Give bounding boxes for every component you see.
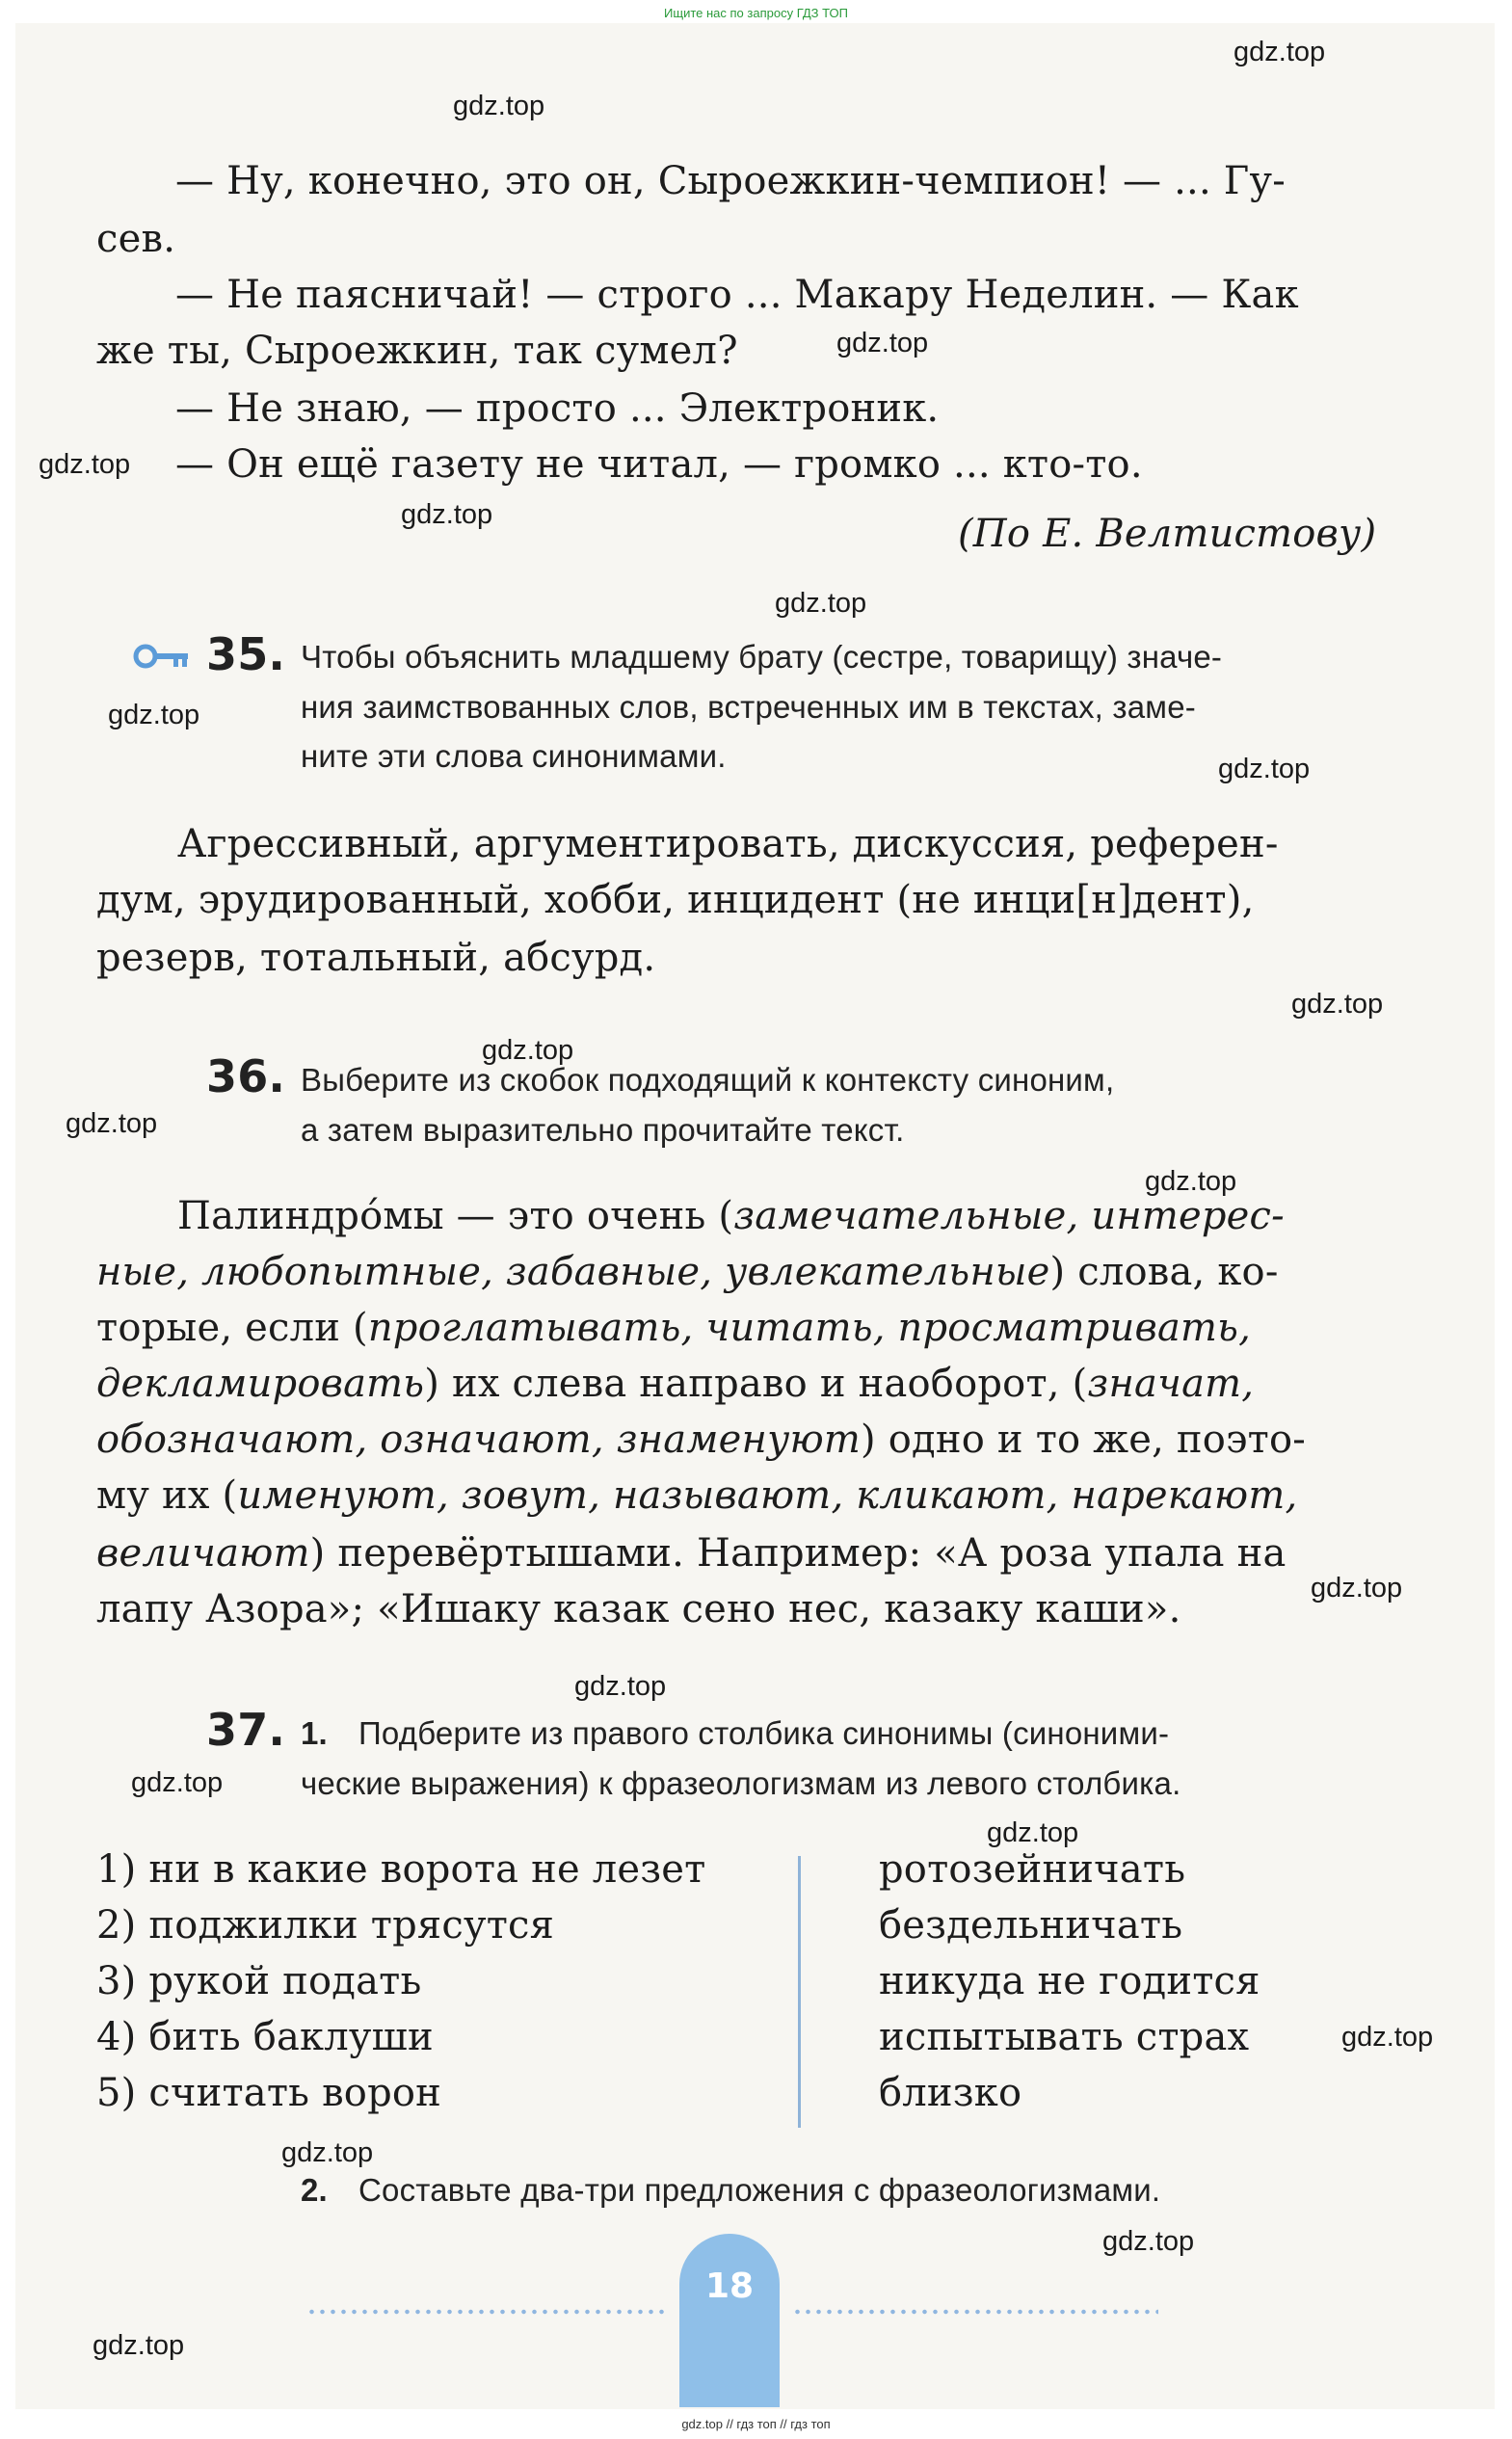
watermark: gdz.top [453,91,545,121]
exercise-36-text-line: обозначают, означают, знаменуют) одно и то же, поэто- [96,1418,1307,1462]
exercise-35-instruction: ния заимствованных слов, встреченных им в текстах, заме- [301,689,1196,725]
footer-dots-right [792,2309,1158,2315]
dialogue-line: сев. [96,217,176,261]
synonym-item: ротозейничать [879,1847,1186,1892]
watermark: gdz.top [401,499,493,530]
page-number: 18 [704,2267,755,2306]
watermark: gdz.top [987,1817,1079,1848]
phraseologism-item: 1) ни в какие ворота не лезет [96,1847,706,1892]
watermark: gdz.top [66,1108,158,1139]
watermark: gdz.top [1145,1166,1237,1197]
watermark: gdz.top [1311,1573,1403,1604]
watermark: gdz.top [482,1035,574,1066]
exercise-36-text-line: величают) перевёртышами. Например: «А роза упала на [96,1531,1287,1576]
watermark: gdz.top [1341,2022,1434,2053]
dialogue-line: — Ну, конечно, это он, Сыроежкин-чемпион! — ... Гу- [175,159,1286,203]
source-attribution: (По Е. Велтистову) [958,512,1377,556]
phraseologism-item: 2) поджилки трясутся [96,1903,555,1948]
synonym-item: никуда не годится [879,1959,1260,2003]
phraseologism-item: 5) считать ворон [96,2071,442,2115]
exercise-36-text-line: лапу Азора»; «Ишаку казак сено нес, казаку каши». [96,1587,1181,1631]
footer-dots-left [306,2309,667,2315]
exercise-35-words: резерв, тотальный, абсурд. [96,936,656,980]
page-number-tab [679,2234,780,2407]
exercise-35-instruction: ните эти слова синонимами. [301,738,727,774]
exercise-37-task-2: Составьте два-три предложения с фразеологизмами. [358,2172,1161,2208]
task-number-2: 2. [301,2172,328,2208]
exercise-number-35: 35. [206,628,286,680]
exercise-number-36: 36. [206,1050,286,1102]
watermark: gdz.top [93,2330,185,2361]
synonym-item: близко [879,2071,1022,2115]
watermark: gdz.top [131,1767,224,1798]
exercise-36-text-line: торые, если (проглатывать, читать, просматривать, [96,1306,1252,1350]
watermark: gdz.top [39,449,131,480]
watermark: gdz.top [281,2137,374,2168]
phraseologism-item: 4) бить баклуши [96,2015,434,2059]
watermark: gdz.top [775,588,867,619]
bottom-banner: gdz.top // гдз топ // гдз топ [681,2417,831,2431]
exercise-36-text-line: ные, любопытные, забавные, увлекательные) слова, ко- [96,1250,1279,1294]
exercise-36-text-line: декламировать) их слева направо и наоборот, (значат, [96,1362,1255,1406]
exercise-36-instruction: а затем выразительно прочитайте текст. [301,1112,905,1148]
dialogue-line: — Не знаю, — просто ... Электроник. [175,386,940,431]
synonym-item: испытывать страх [879,2015,1250,2059]
watermark: gdz.top [836,328,929,358]
synonym-item: бездельничать [879,1903,1183,1948]
watermark: gdz.top [1102,2226,1195,2257]
watermark: gdz.top [108,700,200,730]
phraseologism-item: 3) рукой подать [96,1959,422,2003]
exercise-number-37: 37. [206,1704,286,1756]
exercise-35-words: дум, эрудированный, хобби, инцидент (не инци[н]дент), [96,878,1255,922]
column-divider [798,1856,801,2128]
watermark: gdz.top [1218,754,1311,784]
watermark: gdz.top [574,1671,667,1702]
exercise-35-instruction: Чтобы объяснить младшему брату (сестре, товарищу) значе- [301,639,1223,675]
task-number-1: 1. [301,1715,328,1751]
exercise-37-instruction: Подберите из правого столбика синонимы (синоними- [358,1715,1170,1751]
dialogue-line: — Он ещё газету не читал, — громко ... кто-то. [175,442,1143,487]
key-icon [131,640,191,673]
dialogue-line: — Не паясничай! — строго ... Макару Неделин. — Как [175,273,1299,317]
exercise-35-words: Агрессивный, аргументировать, дискуссия, референ- [177,822,1279,866]
watermark: gdz.top [1291,989,1384,1020]
top-banner: Ищите нас по запросу ГДЗ ТОП [664,6,848,20]
dialogue-line: же ты, Сыроежкин, так сумел? [96,329,738,373]
watermark: gdz.top [1233,37,1326,67]
exercise-36-instruction: Выберите из скобок подходящий к контексту синоним, [301,1062,1115,1098]
exercise-36-text-line: му их (именуют, зовут, называют, кликают, нарекают, [96,1473,1298,1518]
exercise-37-instruction: ческие выражения) к фразеологизмам из левого столбика. [301,1765,1181,1801]
exercise-36-text-line: Палиндро́мы — это очень (замечательные, интерес- [177,1194,1285,1238]
